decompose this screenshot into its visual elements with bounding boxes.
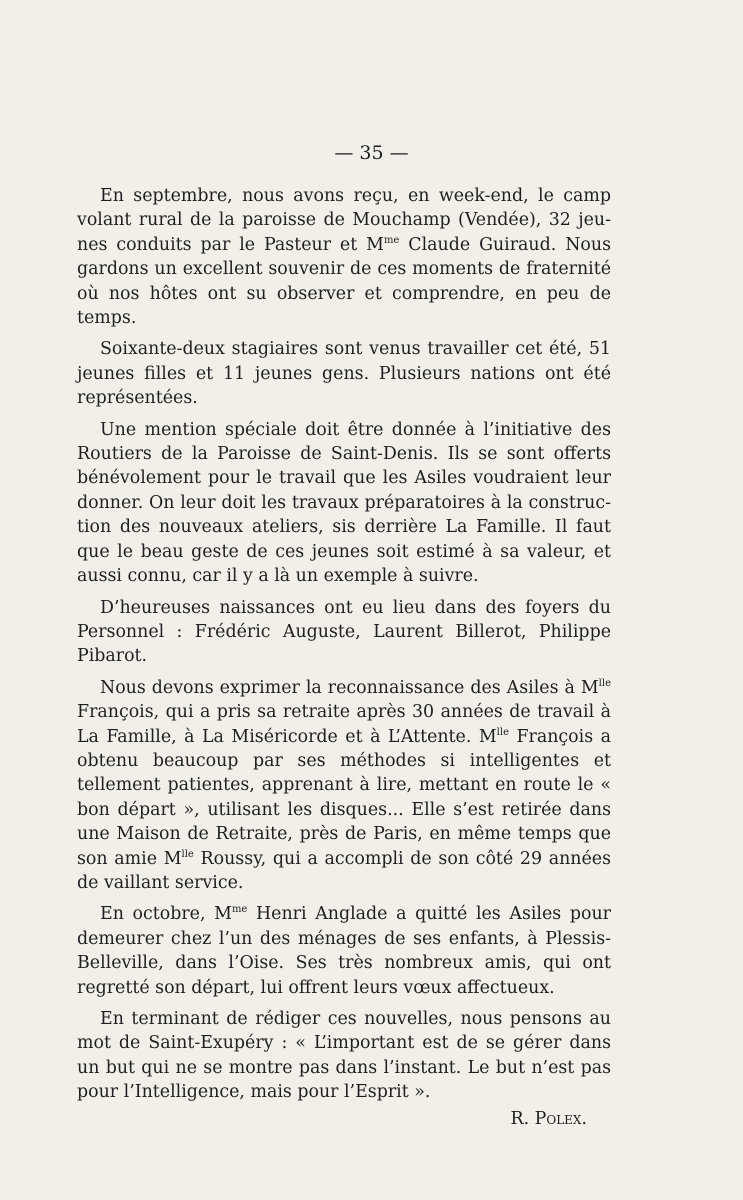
text-run: François a obtenu beaucoup par ses méthodes si intelligentes et tellement patientes, apprenant à lire, mettant en route le « bon départ », utilisant les disques... Elle s’est retirée dans une Maison de Retraite, près de Paris, en même temps que son amie M — [77, 726, 611, 869]
paragraph — [77, 418, 611, 589]
paragraph — [77, 184, 611, 330]
text-run: En septembre, nous avons reçu, en week-end, le camp volant rural de la paroisse de Mouchamp (Vendée), 32 jeunes conduits par le Pasteur et M — [77, 186, 611, 255]
paragraph — [77, 1007, 611, 1105]
text-run: D’heureuses naissances ont eu lieu dans des foyers du Personnel : Frédéric Auguste, Laurent Billerot, Philippe Pibarot. — [77, 597, 611, 667]
text-run: Une mention spéciale doit être donnée à l’initiative des Routiers de la Paroisse de Saint-Denis. Ils se sont offerts bénévolement pour le travail que les Asiles voudraient leur donner. On leur doit les travaux préparatoires à la construction des nouveaux ateliers, sis derrière La Famille. Il faut que le beau geste de ces jeunes soit estimé à sa valeur, et aussi connu, car il y a là un exemple à suivre. — [77, 419, 611, 587]
superscript: me — [383, 235, 400, 247]
text-run: En octobre, M — [100, 904, 232, 925]
superscript: lle — [496, 726, 509, 738]
text-run: François, qui a pris sa retraite après 30 années de travail à La Famille, à La Miséricorde et à L’Attente. M — [77, 702, 611, 747]
superscript: lle — [598, 677, 611, 689]
superscript: lle — [181, 848, 194, 860]
paragraph — [77, 902, 611, 1000]
paragraph — [77, 596, 611, 669]
signature-initial: R. — [510, 1108, 535, 1129]
body-text — [77, 184, 611, 1131]
paragraph — [77, 337, 611, 410]
text-run: Nous devons exprimer la reconnaissance des Asiles à M — [100, 677, 599, 698]
paragraph — [77, 676, 611, 896]
signature — [77, 1107, 611, 1131]
text-run: Soixante-deux stagiaires sont venus travailler cet été, 51 jeunes filles et 11 jeunes gens. Plusieurs nations ont été représentées. — [77, 339, 611, 409]
text-run: Roussy, qui a accompli de son côté 29 années de vaillant service. — [77, 848, 612, 893]
page-number: — 35 — — [334, 142, 409, 164]
text-run: Claude Guiraud. Nous gardons un excellent souvenir de ces moments de fraternité où nos hôtes ont su observer et comprendre, en peu de temps. — [77, 234, 611, 329]
text-run: Henri Anglade a quitté les Asiles pour demeurer chez l’un des ménages de ses enfants, à Plessis-Belleville, dans l’Oise. Ses très nombreux amis, qui ont regretté son départ, lui offrent leurs vœux affectueux. — [77, 904, 611, 998]
superscript: me — [231, 904, 248, 916]
text-run: En terminant de rédiger ces nouvelles, nous pensons au mot de Saint-Exupéry : « L’important est de se gérer dans un but qui ne se montre pas dans l’instant. Le but n’est pas pour l’Intelligence, mais pour l’Esprit ». — [77, 1009, 611, 1103]
signature-surname: Polex. — [534, 1108, 587, 1129]
